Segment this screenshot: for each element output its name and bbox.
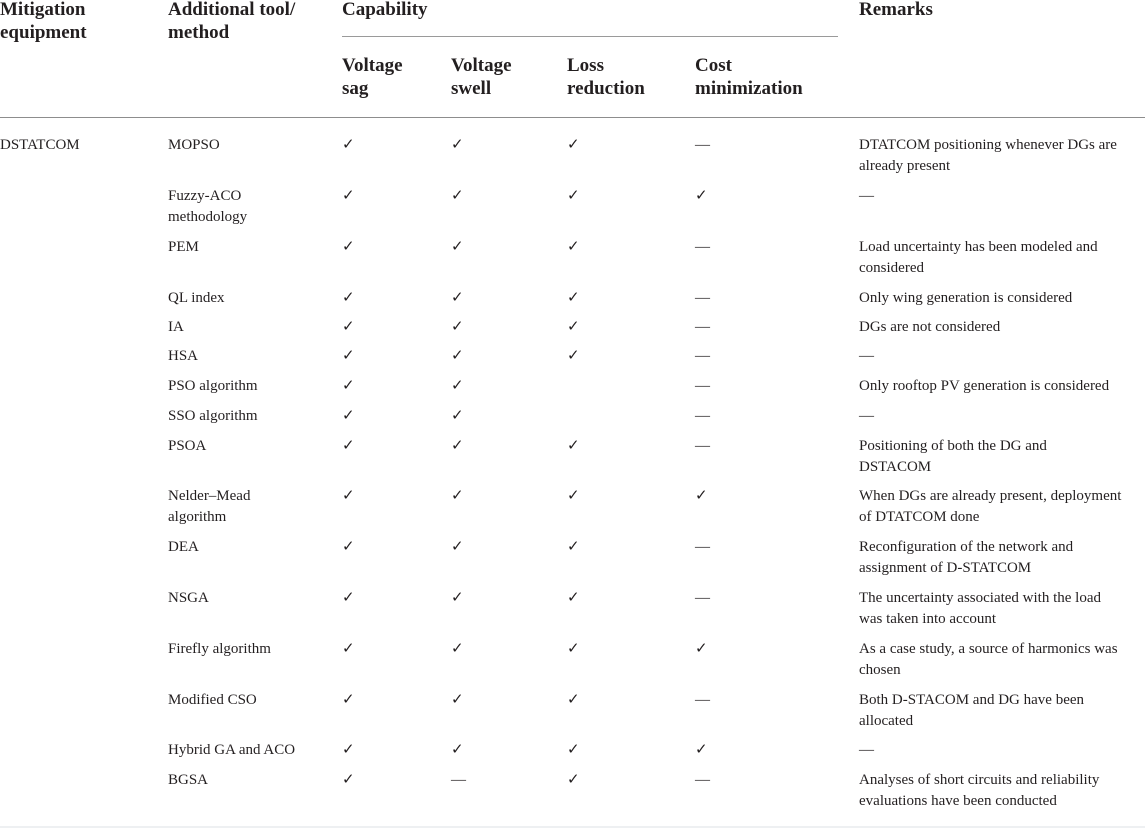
voltage-sag-cell: ✓ bbox=[342, 539, 355, 555]
voltage-swell-cell: ✓ bbox=[451, 290, 464, 306]
loss-reduction-cell: ✓ bbox=[567, 290, 580, 306]
remarks-cell bbox=[859, 376, 1109, 397]
voltage-swell-cell: ✓ bbox=[451, 378, 464, 394]
loss-reduction-cell: ✓ bbox=[567, 641, 580, 657]
voltage-sag-cell: ✓ bbox=[342, 188, 355, 204]
method-cell bbox=[168, 288, 225, 309]
cost-minimization-cell: — bbox=[695, 319, 710, 335]
method-cell-line: algorithm bbox=[168, 509, 227, 525]
remarks-cell-line: considered bbox=[859, 260, 924, 276]
cost-minimization-cell: — bbox=[695, 348, 710, 364]
header-additional-tool bbox=[168, 0, 295, 44]
loss-reduction-cell: ✓ bbox=[567, 590, 580, 606]
header-line: method bbox=[168, 22, 230, 43]
remarks-cell-line: — bbox=[859, 188, 874, 204]
method-cell-line: Hybrid GA and ACO bbox=[168, 742, 296, 758]
loss-reduction-cell: ✓ bbox=[567, 692, 580, 708]
voltage-sag-cell: ✓ bbox=[342, 772, 355, 788]
method-cell bbox=[168, 346, 198, 367]
voltage-sag-cell: ✓ bbox=[342, 239, 355, 255]
header-voltage-sag bbox=[342, 54, 403, 100]
loss-reduction-cell: ✓ bbox=[567, 539, 580, 555]
loss-reduction-cell: ✓ bbox=[567, 742, 580, 758]
header-remarks: Remarks bbox=[859, 0, 933, 20]
remarks-cell bbox=[859, 288, 1072, 309]
remarks-cell-line: As a case study, a source of harmonics was bbox=[859, 641, 1118, 657]
method-cell-line: NSGA bbox=[168, 590, 209, 606]
header-line: Cost bbox=[695, 55, 732, 76]
header-bottom-rule bbox=[0, 117, 1145, 118]
loss-reduction-cell: ✓ bbox=[567, 319, 580, 335]
remarks-cell-line: The uncertainty associated with the load bbox=[859, 590, 1101, 606]
remarks-cell-line: — bbox=[859, 742, 874, 758]
voltage-swell-cell: ✓ bbox=[451, 641, 464, 657]
method-cell bbox=[168, 436, 206, 457]
method-cell bbox=[168, 317, 184, 338]
method-cell-line: SSO algorithm bbox=[168, 408, 258, 424]
method-cell bbox=[168, 770, 208, 791]
remarks-cell-line: Both D-STACOM and DG have been bbox=[859, 692, 1085, 708]
method-cell-line: PEM bbox=[168, 239, 199, 255]
cost-minimization-cell: ✓ bbox=[695, 641, 708, 657]
cost-minimization-cell: ✓ bbox=[695, 488, 708, 504]
loss-reduction-cell: ✓ bbox=[567, 772, 580, 788]
voltage-sag-cell: ✓ bbox=[342, 488, 355, 504]
header-line: sag bbox=[342, 78, 369, 99]
remarks-cell-line: Analyses of short circuits and reliability bbox=[859, 772, 1100, 788]
header-line: reduction bbox=[567, 78, 645, 99]
method-cell bbox=[168, 588, 209, 609]
cost-minimization-cell: ✓ bbox=[695, 188, 708, 204]
method-cell-line: QL index bbox=[168, 290, 225, 306]
header-voltage-swell bbox=[451, 54, 512, 100]
voltage-swell-cell: ✓ bbox=[451, 692, 464, 708]
remarks-cell-line: Positioning of both the DG and bbox=[859, 438, 1047, 454]
method-cell bbox=[168, 740, 295, 761]
cost-minimization-cell: — bbox=[695, 378, 710, 394]
header-line: Additional tool/ bbox=[168, 0, 296, 20]
cost-minimization-cell: — bbox=[695, 137, 710, 153]
remarks-cell bbox=[859, 346, 874, 367]
voltage-sag-cell: ✓ bbox=[342, 378, 355, 394]
remarks-cell-line: — bbox=[859, 408, 874, 424]
remarks-cell bbox=[859, 690, 1084, 732]
method-cell bbox=[168, 237, 199, 258]
remarks-cell-line: allocated bbox=[859, 713, 914, 729]
voltage-sag-cell: ✓ bbox=[342, 408, 355, 424]
remarks-cell-line: of DTATCOM done bbox=[859, 509, 980, 525]
method-cell bbox=[168, 639, 271, 660]
voltage-sag-cell: ✓ bbox=[342, 319, 355, 335]
cost-minimization-cell: — bbox=[695, 408, 710, 424]
method-cell-line: Fuzzy-ACO bbox=[168, 188, 242, 204]
remarks-cell-line: When DGs are already present, deployment bbox=[859, 488, 1122, 504]
method-cell bbox=[168, 486, 250, 528]
voltage-sag-cell: ✓ bbox=[342, 348, 355, 364]
voltage-sag-cell: ✓ bbox=[342, 692, 355, 708]
voltage-swell-cell: ✓ bbox=[451, 239, 464, 255]
voltage-sag-cell: ✓ bbox=[342, 641, 355, 657]
loss-reduction-cell: ✓ bbox=[567, 137, 580, 153]
remarks-cell bbox=[859, 436, 1047, 478]
method-cell bbox=[168, 376, 258, 397]
method-cell-line: MOPSO bbox=[168, 137, 220, 153]
voltage-sag-cell: ✓ bbox=[342, 290, 355, 306]
remarks-cell-line: Load uncertainty has been modeled and bbox=[859, 239, 1098, 255]
method-cell-line: BGSA bbox=[168, 772, 209, 788]
voltage-swell-cell: — bbox=[451, 772, 466, 788]
remarks-cell bbox=[859, 406, 874, 427]
voltage-sag-cell: ✓ bbox=[342, 590, 355, 606]
header-line: Loss bbox=[567, 55, 604, 76]
method-cell-line: methodology bbox=[168, 209, 248, 225]
voltage-swell-cell: ✓ bbox=[451, 348, 464, 364]
loss-reduction-cell: ✓ bbox=[567, 188, 580, 204]
voltage-swell-cell: ✓ bbox=[451, 438, 464, 454]
header-line: Mitigation bbox=[0, 0, 86, 20]
voltage-swell-cell: ✓ bbox=[451, 408, 464, 424]
capability-underline bbox=[342, 36, 838, 37]
remarks-cell bbox=[859, 186, 874, 207]
header-loss-reduction bbox=[567, 54, 645, 100]
remarks-cell bbox=[859, 740, 874, 761]
voltage-swell-cell: ✓ bbox=[451, 319, 464, 335]
equipment-cell: DSTATCOM bbox=[0, 137, 80, 153]
remarks-cell-line: already present bbox=[859, 158, 951, 174]
method-cell-line: IA bbox=[168, 319, 184, 335]
header-line: minimization bbox=[695, 78, 803, 99]
method-cell bbox=[168, 135, 220, 156]
remarks-cell-line: DGs are not considered bbox=[859, 319, 1001, 335]
cost-minimization-cell: — bbox=[695, 539, 710, 555]
method-cell bbox=[168, 186, 247, 228]
method-cell-line: Firefly algorithm bbox=[168, 641, 271, 657]
remarks-cell bbox=[859, 770, 1099, 812]
method-cell-line: PSO algorithm bbox=[168, 378, 258, 394]
cost-minimization-cell: — bbox=[695, 692, 710, 708]
remarks-cell bbox=[859, 639, 1118, 681]
remarks-cell bbox=[859, 317, 1000, 338]
cost-minimization-cell: — bbox=[695, 438, 710, 454]
header-cost-minimization bbox=[695, 54, 803, 100]
method-cell bbox=[168, 406, 258, 427]
header-capability: Capability bbox=[342, 0, 428, 20]
remarks-cell bbox=[859, 588, 1101, 630]
remarks-cell-line: was taken into account bbox=[859, 611, 997, 627]
method-cell-line: HSA bbox=[168, 348, 199, 364]
remarks-cell bbox=[859, 135, 1117, 177]
voltage-sag-cell: ✓ bbox=[342, 742, 355, 758]
voltage-swell-cell: ✓ bbox=[451, 188, 464, 204]
method-cell-line: DEA bbox=[168, 539, 199, 555]
header-line: Voltage bbox=[342, 55, 403, 76]
voltage-swell-cell: ✓ bbox=[451, 539, 464, 555]
remarks-cell-line: chosen bbox=[859, 662, 901, 678]
remarks-cell bbox=[859, 537, 1073, 579]
method-cell-line: Nelder–Mead bbox=[168, 488, 251, 504]
remarks-cell-line: — bbox=[859, 348, 874, 364]
remarks-cell bbox=[859, 486, 1121, 528]
cost-minimization-cell: — bbox=[695, 290, 710, 306]
remarks-cell-line: evaluations have been conducted bbox=[859, 793, 1057, 809]
cost-minimization-cell: — bbox=[695, 239, 710, 255]
method-cell bbox=[168, 690, 257, 711]
loss-reduction-cell: ✓ bbox=[567, 488, 580, 504]
voltage-swell-cell: ✓ bbox=[451, 137, 464, 153]
voltage-sag-cell: ✓ bbox=[342, 137, 355, 153]
remarks-cell-line: Only rooftop PV generation is considered bbox=[859, 378, 1110, 394]
remarks-cell-line: Reconfiguration of the network and bbox=[859, 539, 1074, 555]
header-line: swell bbox=[451, 78, 492, 99]
voltage-swell-cell: ✓ bbox=[451, 488, 464, 504]
cost-minimization-cell: — bbox=[695, 590, 710, 606]
voltage-swell-cell: ✓ bbox=[451, 590, 464, 606]
voltage-sag-cell: ✓ bbox=[342, 438, 355, 454]
header-mitigation-equipment bbox=[0, 0, 87, 44]
method-cell bbox=[168, 537, 199, 558]
header-line: Voltage bbox=[451, 55, 512, 76]
cost-minimization-cell: ✓ bbox=[695, 742, 708, 758]
loss-reduction-cell: ✓ bbox=[567, 438, 580, 454]
voltage-swell-cell: ✓ bbox=[451, 742, 464, 758]
remarks-cell bbox=[859, 237, 1098, 279]
cost-minimization-cell: — bbox=[695, 772, 710, 788]
method-cell-line: Modified CSO bbox=[168, 692, 257, 708]
remarks-cell-line: assignment of D-STATCOM bbox=[859, 560, 1032, 576]
remarks-cell-line: DSTACOM bbox=[859, 459, 932, 475]
loss-reduction-cell: ✓ bbox=[567, 348, 580, 364]
loss-reduction-cell: ✓ bbox=[567, 239, 580, 255]
header-line: equipment bbox=[0, 22, 87, 43]
remarks-cell-line: DTATCOM positioning whenever DGs are bbox=[859, 137, 1117, 153]
remarks-cell-line: Only wing generation is considered bbox=[859, 290, 1073, 306]
method-cell-line: PSOA bbox=[168, 438, 207, 454]
